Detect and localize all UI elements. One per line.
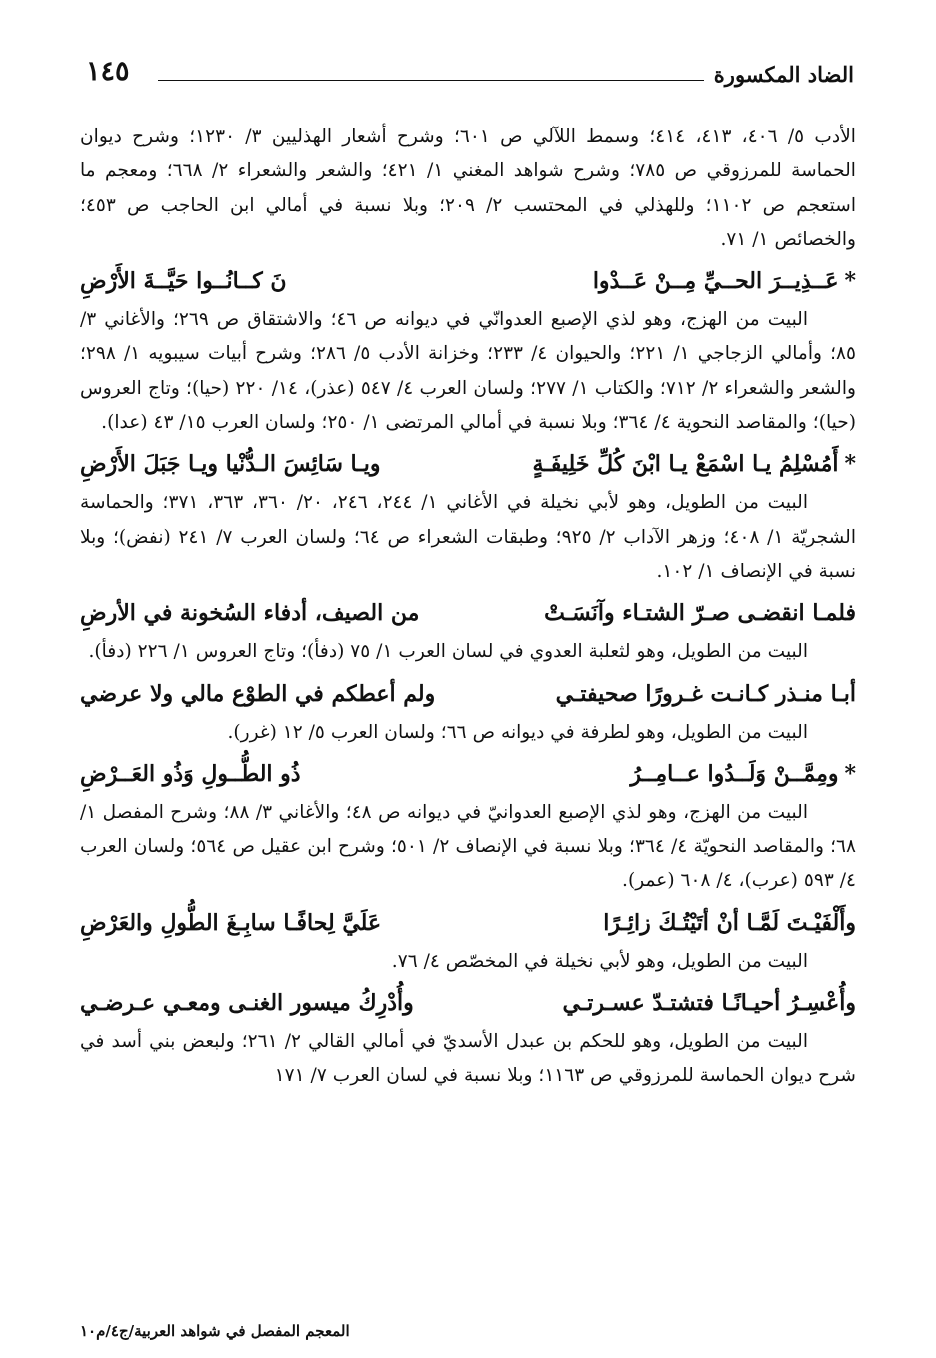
- citation-paragraph: الأدب ٥/ ٤٠٦، ٤١٣، ٤١٤؛ وسمط اللآلي ص ٦٠١؛ وشرح أشعار الهذليين ٣/ ١٢٣٠؛ وشرح ديوان الحماسة للمرزوقي ص ٧٨٥؛ وشرح شواهد المغني ١/ ٤٢١؛ والشعر والشعراء ٢/ ٦٦٨؛ ومعجم ما استعجم ص ١١٠٢؛ وللهذلي في المحتسب ٢/ ٢٠٩؛ وبلا نسبة في أمالي ابن الحاجب ص ٤٥٣؛ والخصائص ١/ ٧١.: [80, 126, 856, 250]
- verse-star-marker: *: [844, 760, 856, 787]
- verse-citation: البيت من الطويل، وهو لثعلبة العدوي في لسان العرب ١/ ٧٥ (دفأ)؛ وتاج العروس ١/ ٢٢٦ (دفأ).: [88, 641, 808, 663]
- verse-second-hemistich: عَلَيَّ لِحافًـا سابِـغَ الطُّولِ والعَرْضِ: [80, 909, 382, 936]
- hemistich-text: ومِمَّــنْ وَلَــدُوا عــامِــرُ: [630, 760, 839, 787]
- verse-citation: البيت من الطويل، وهو لطرفة في ديوانه ص ٦٦؛ ولسان العرب ٥/ ١٢ (غرر).: [227, 721, 808, 743]
- verse-line: [80, 442, 856, 486]
- hemistich-text: فلمـا انقضـى صـرّ الشتـاء وآنَسَـتْ: [544, 600, 856, 627]
- verse-first-hemistich: [544, 591, 856, 635]
- chapter-title: الضاد المكسورة: [713, 62, 854, 87]
- verse-second-hemistich: ذُو الطُّــولِ وَذُو العَــرْضِ: [80, 760, 301, 787]
- verse-first-hemistich: [556, 672, 856, 716]
- verse-citation: البيت من الهزج، وهو لذي الإصبع العدوانّي في ديوانه ص ٤٦؛ والاشتقاق ص ٢٦٩؛ والأغاني ٣/ ٨٥؛ وأمالي الزجاجي ١/ ٢٢١؛ والحيوان ٤/ ٢٣٣؛ وخزانة الأدب ٥/ ٢٨٦؛ وشرح أبيات سيبويه ١/ ٢٩٨؛ والشعر والشعراء ٢/ ٧١٢؛ والكتاب ١/ ٢٧٧؛ ولسان العرب ٤/ ٥٤٧ (عذر)، ١٤/ ٢٢٠ (حيا)؛ وتاج العروس (حيا)؛ والمقاصد النحوية ٤/ ٣٦٤؛ وبلا نسبة في أمالي المرتضى ١/ ٢٥٠؛ ولسان العرب ١٥/ ٤٣ (عدا).: [80, 309, 856, 434]
- verse-line: [80, 981, 856, 1025]
- hemistich-text: عَــذِيــرَ الحــيِّ مِــنْ عَــدْوا: [592, 268, 839, 295]
- hemistich-text: أبـا منـذر كـانـت غـرورًا صحيفتـي: [555, 680, 856, 707]
- hemistich-text: وأُعْسِـرُ أحيـانًـا فتشتـدّ عسـرتـي: [562, 990, 856, 1017]
- page-body: [80, 120, 856, 1094]
- verse-first-hemistich: [630, 752, 856, 796]
- verse-line: [80, 591, 856, 635]
- verse-first-hemistich: [603, 901, 856, 945]
- verse-citation: البيت من الطويل، وهو لأبي نخيلة في المخصّص ٤/ ٧٦.: [391, 950, 808, 972]
- verse-line: [80, 901, 856, 945]
- verse-first-hemistich: [533, 442, 856, 486]
- header-rule: [158, 80, 704, 81]
- verse-citation: البيت من الطويل، وهو للحكم بن عبدل الأسديّ في أمالي القالي ٢/ ٢٦١؛ ولبعض بني أسد في شرح ديوان الحماسة للمرزوقي ص ١١٦٣؛ وبلا نسبة في لسان العرب ٧/ ١٧١: [80, 1031, 856, 1087]
- footer-signature: المعجم المفصل في شواهد العربية/ج٤/م١٠: [80, 1322, 350, 1340]
- running-header: [86, 56, 854, 96]
- verse-second-hemistich: ولم أعطكم في الطوْع مالي ولا عرضي: [80, 680, 436, 707]
- hemistich-text: وأَلْفَيْـتَ لَمَّـا أنْ أتَيْتُـكَ زائِـرًا: [603, 909, 856, 936]
- verse-citation: البيت من الهزج، وهو لذي الإصبع العدوانيّ في ديوانه ص ٤٨؛ والأغاني ٣/ ٨٨؛ وشرح المفصل ١/ ٦٨؛ والمقاصد النحويّة ٤/ ٣٦٤؛ وبلا نسبة في الإنصاف ٢/ ٥٠١؛ وشرح ابن عقيل ص ٥٦٤؛ ولسان العرب ٤/ ٥٩٣ (عرب)، ٤/ ٦٠٨ (عمر).: [80, 801, 857, 892]
- verse-second-hemistich: ويـا سَائِسَ الـدُّنْيا ويـا جَبَلَ الأَرْضِ: [80, 451, 381, 478]
- verse-star-marker: *: [844, 268, 856, 295]
- verse-star-marker: *: [844, 451, 856, 478]
- verse-first-hemistich: [593, 259, 856, 303]
- verse-second-hemistich: نَ كــانُــوا حَيَّــةَ الأَرْضِ: [80, 268, 287, 295]
- hemistich-text: أَمُسْلِمُ يـا اسْمَعْ يـا ابْنَ كُلِّ خَلِيفَـةٍ: [532, 451, 839, 478]
- verse-line: [80, 752, 856, 796]
- verse-line: [80, 672, 856, 716]
- page-number: ١٤٥: [86, 56, 130, 87]
- verse-first-hemistich: [563, 981, 856, 1025]
- verse-line: [80, 259, 856, 303]
- verse-citation: البيت من الطويل، وهو لأبي نخيلة في الأغاني ١/ ٢٤٤، ٢٤٦، ٢٠/ ٣٦٠، ٣٦٣، ٣٧١؛ والحماسة الشجريّة ١/ ٤٠٨؛ وزهر الآداب ٢/ ٩٢٥؛ وطبقات الشعراء ص ٦٤؛ ولسان العرب ٧/ ٢٤١ (نفض)؛ وبلا نسبة في الإنصاف ١/ ١٠٢.: [80, 492, 857, 582]
- verse-second-hemistich: وأُدْرِكُ ميسور الغنـى ومعـي عـرضـي: [80, 990, 414, 1017]
- verse-second-hemistich: من الصيف، أدفاء السُخونة في الأرضِ: [80, 600, 420, 627]
